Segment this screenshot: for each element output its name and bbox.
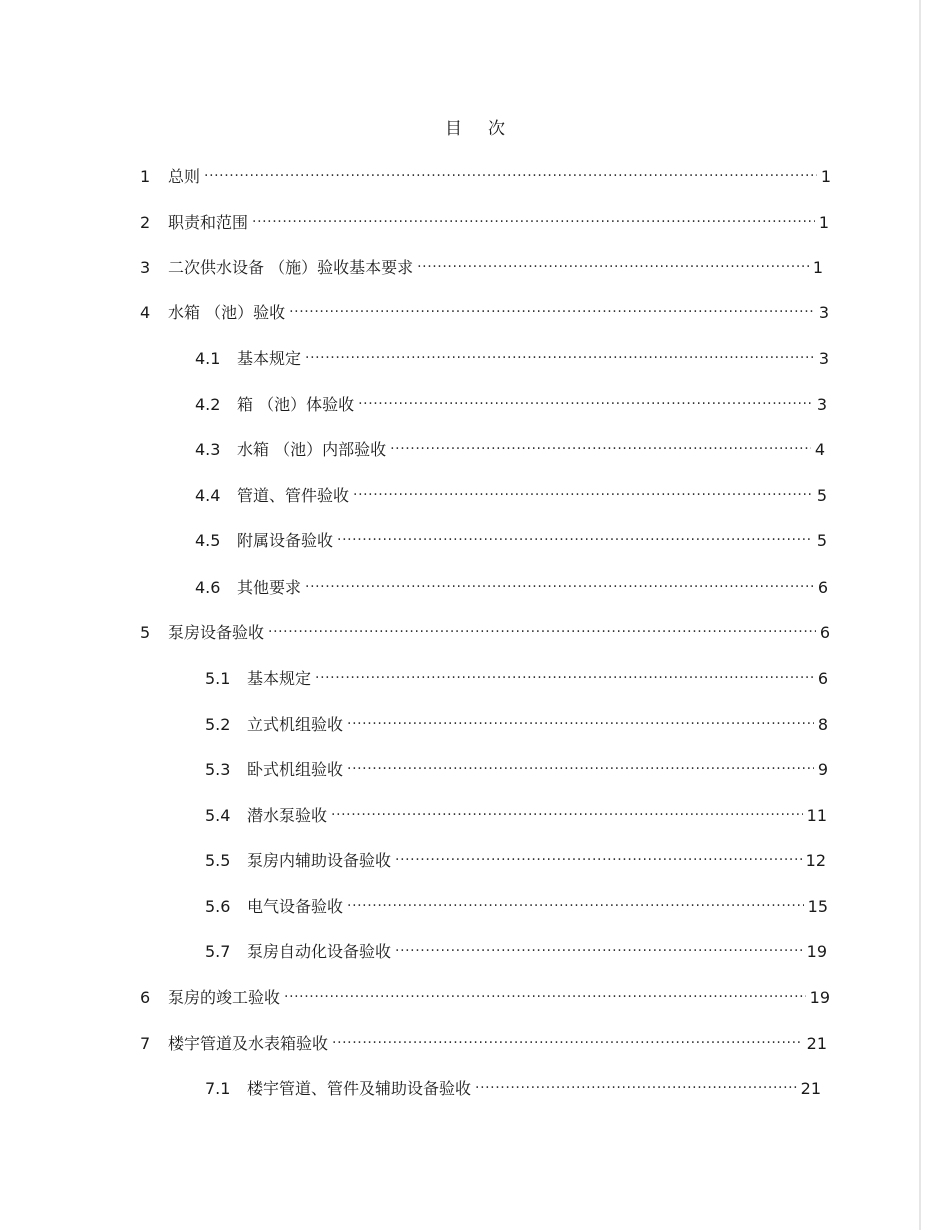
toc-entry-7-1[interactable]	[205, 1074, 821, 1098]
toc-entry-page: 11	[806, 806, 827, 825]
toc-entry-5-1[interactable]	[205, 664, 828, 688]
toc-entry-number: 7.1	[205, 1079, 231, 1098]
toc-entry-2[interactable]	[140, 208, 829, 232]
toc-entry-number: 4.2	[195, 395, 221, 414]
toc-entry-label: 楼宇管道、管件及辅助设备验收	[247, 1079, 472, 1098]
toc-entry-4[interactable]	[140, 298, 829, 322]
toc-entry-label: 总则	[168, 167, 201, 186]
toc-leader-dots	[358, 390, 813, 410]
toc-entry-number: 4.1	[195, 349, 221, 368]
toc-leader-dots	[252, 208, 815, 228]
toc-entry-number: 6	[140, 988, 151, 1007]
toc-entry-page: 3	[818, 349, 829, 368]
toc-entry-4-6[interactable]	[195, 573, 828, 597]
toc-title-part2: 次	[488, 119, 505, 139]
toc-leader-dots	[284, 983, 806, 1003]
toc-entry-number: 2	[140, 213, 151, 232]
toc-leader-dots	[347, 892, 804, 912]
toc-leader-dots	[305, 573, 814, 593]
toc-entry-page: 12	[805, 851, 826, 870]
toc-entry-page: 8	[817, 715, 828, 734]
toc-entry-page: 19	[806, 942, 827, 961]
toc-entry-page: 6	[819, 623, 830, 642]
toc-leader-dots	[331, 801, 803, 821]
toc-entry-6[interactable]	[140, 983, 830, 1007]
toc-entry-label: 水箱 （池）验收	[168, 303, 286, 322]
toc-entry-7[interactable]	[140, 1029, 827, 1053]
toc-entry-number: 5.6	[205, 897, 231, 916]
toc-leader-dots	[347, 710, 814, 730]
toc-entry-number: 4.4	[195, 486, 221, 505]
toc-entry-5-7[interactable]	[205, 937, 827, 961]
toc-entry-page: 5	[816, 486, 827, 505]
toc-entry-number: 7	[140, 1034, 151, 1053]
toc-entry-3[interactable]	[140, 253, 823, 277]
toc-entry-5-4[interactable]	[205, 801, 827, 825]
toc-entry-label: 箱 （池）体验收	[237, 395, 355, 414]
toc-leader-dots	[347, 755, 814, 775]
toc-entry-label: 二次供水设备 （施）验收基本要求	[168, 258, 414, 277]
toc-entry-page: 21	[800, 1079, 821, 1098]
toc-leader-dots	[268, 618, 816, 638]
toc-entry-number: 5	[140, 623, 151, 642]
toc-entry-label: 泵房内辅助设备验收	[247, 851, 392, 870]
toc-entry-page: 21	[806, 1034, 827, 1053]
toc-entry-label: 潜水泵验收	[247, 806, 328, 825]
toc-entry-page: 1	[812, 258, 823, 277]
toc-entry-page: 15	[807, 897, 828, 916]
toc-entry-5-5[interactable]	[205, 846, 826, 870]
toc-entry-page: 19	[809, 988, 830, 1007]
toc-entry-4-1[interactable]	[195, 344, 829, 368]
toc-entry-1[interactable]	[140, 162, 831, 186]
toc-entry-page: 9	[817, 760, 828, 779]
toc-entry-label: 电气设备验收	[247, 897, 344, 916]
toc-entry-label: 管道、管件验收	[237, 486, 350, 505]
toc-entry-number: 5.2	[205, 715, 231, 734]
toc-entry-number: 4	[140, 303, 151, 322]
toc-entry-number: 4.3	[195, 440, 221, 459]
toc-leader-dots	[289, 298, 815, 318]
toc-entry-number: 4.5	[195, 531, 221, 550]
toc-leader-dots	[390, 435, 811, 455]
toc-title-part1: 目	[445, 119, 462, 139]
toc-entry-label: 基本规定	[237, 349, 302, 368]
toc-entry-number: 3	[140, 258, 151, 277]
toc-leader-dots	[475, 1074, 797, 1094]
toc-entry-label: 其他要求	[237, 578, 302, 597]
toc-entry-page: 3	[818, 303, 829, 322]
toc-entry-label: 泵房设备验收	[168, 623, 265, 642]
toc-entry-label: 卧式机组验收	[247, 760, 344, 779]
toc-entry-label: 楼宇管道及水表箱验收	[168, 1034, 329, 1053]
toc-entry-page: 1	[818, 213, 829, 232]
toc-entry-page: 6	[817, 669, 828, 688]
toc-entry-label: 立式机组验收	[247, 715, 344, 734]
toc-entry-4-5[interactable]	[195, 526, 827, 550]
toc-entry-5[interactable]	[140, 618, 830, 642]
toc-leader-dots	[204, 162, 817, 182]
toc-leader-dots	[315, 664, 814, 684]
toc-entry-number: 4.6	[195, 578, 221, 597]
toc-entry-label: 泵房自动化设备验收	[247, 942, 392, 961]
toc-entry-number: 1	[140, 167, 151, 186]
toc-entry-page: 1	[820, 167, 831, 186]
toc-leader-dots	[332, 1029, 803, 1049]
toc-entry-4-3[interactable]	[195, 435, 825, 459]
toc-entry-label: 泵房的竣工验收	[168, 988, 281, 1007]
toc-entry-number: 5.5	[205, 851, 231, 870]
toc-entry-4-4[interactable]	[195, 481, 827, 505]
toc-entry-label: 水箱 （池）内部验收	[237, 440, 387, 459]
toc-entry-number: 5.4	[205, 806, 231, 825]
toc-entry-page: 5	[816, 531, 827, 550]
toc-entry-label: 附属设备验收	[237, 531, 334, 550]
toc-entry-label: 基本规定	[247, 669, 312, 688]
toc-entry-number: 5.7	[205, 942, 231, 961]
toc-leader-dots	[395, 846, 802, 866]
toc-leader-dots	[417, 253, 809, 273]
toc-entry-page: 4	[814, 440, 825, 459]
toc-leader-dots	[337, 526, 813, 546]
toc-entry-page: 6	[817, 578, 828, 597]
toc-leader-dots	[305, 344, 815, 364]
toc-entry-label: 职责和范围	[168, 213, 249, 232]
toc-entry-5-6[interactable]	[205, 892, 828, 916]
toc-entry-5-3[interactable]	[205, 755, 828, 779]
toc-leader-dots	[353, 481, 813, 501]
toc-leader-dots	[395, 937, 803, 957]
toc-entry-number: 5.3	[205, 760, 231, 779]
toc-entry-number: 5.1	[205, 669, 231, 688]
toc-entry-4-2[interactable]	[195, 390, 827, 414]
toc-entry-5-2[interactable]	[205, 710, 828, 734]
toc-entry-page: 3	[816, 395, 827, 414]
